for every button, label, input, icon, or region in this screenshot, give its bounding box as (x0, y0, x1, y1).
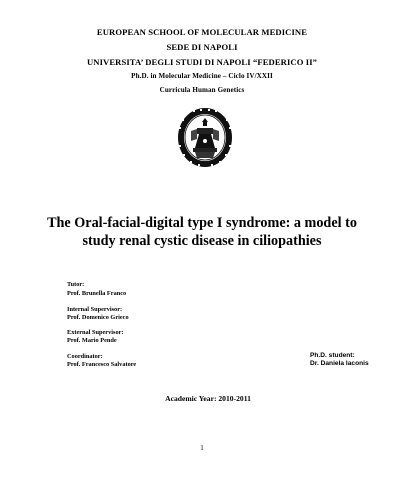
school-seat: SEDE DI NAPOLI (166, 42, 238, 52)
university-seal (177, 107, 233, 168)
coordinator-label: Coordinator: (67, 353, 103, 360)
university-name: UNIVERSITA’ DEGLI STUDI DI NAPOLI “FEDERICO II” (86, 57, 318, 67)
internal-supervisor-name: Prof. Domenico Grieco (67, 314, 129, 321)
academic-year: Academic Year: 2010-2011 (165, 394, 251, 403)
seal-icon (177, 107, 233, 168)
phd-program: Ph.D. in Molecular Medicine – Ciclo IV/XXII (131, 72, 273, 80)
page-number: 1 (200, 444, 204, 452)
curricula: Curricula Human Genetics (159, 86, 245, 94)
external-supervisor-name: Prof. Mario Pende (67, 337, 117, 344)
school-name: EUROPEAN SCHOOL OF MOLECULAR MEDICINE (96, 27, 308, 37)
thesis-title-line-2: study renal cystic disease in ciliopathies (82, 233, 322, 249)
student-label: Ph.D. student: (310, 352, 355, 359)
thesis-title-line-1: The Oral-facial-digital type I syndrome: a model to (47, 215, 357, 231)
coordinator-name: Prof. Francesco Salvatore (67, 361, 137, 368)
tutor-name: Prof. Brunella Franco (67, 290, 127, 297)
internal-supervisor-label: Internal Supervisor: (67, 306, 123, 313)
external-supervisor-label: External Supervisor: (67, 329, 124, 336)
student-name: Dr. Daniela Iaconis (310, 360, 369, 367)
tutor-label: Tutor: (67, 281, 85, 288)
